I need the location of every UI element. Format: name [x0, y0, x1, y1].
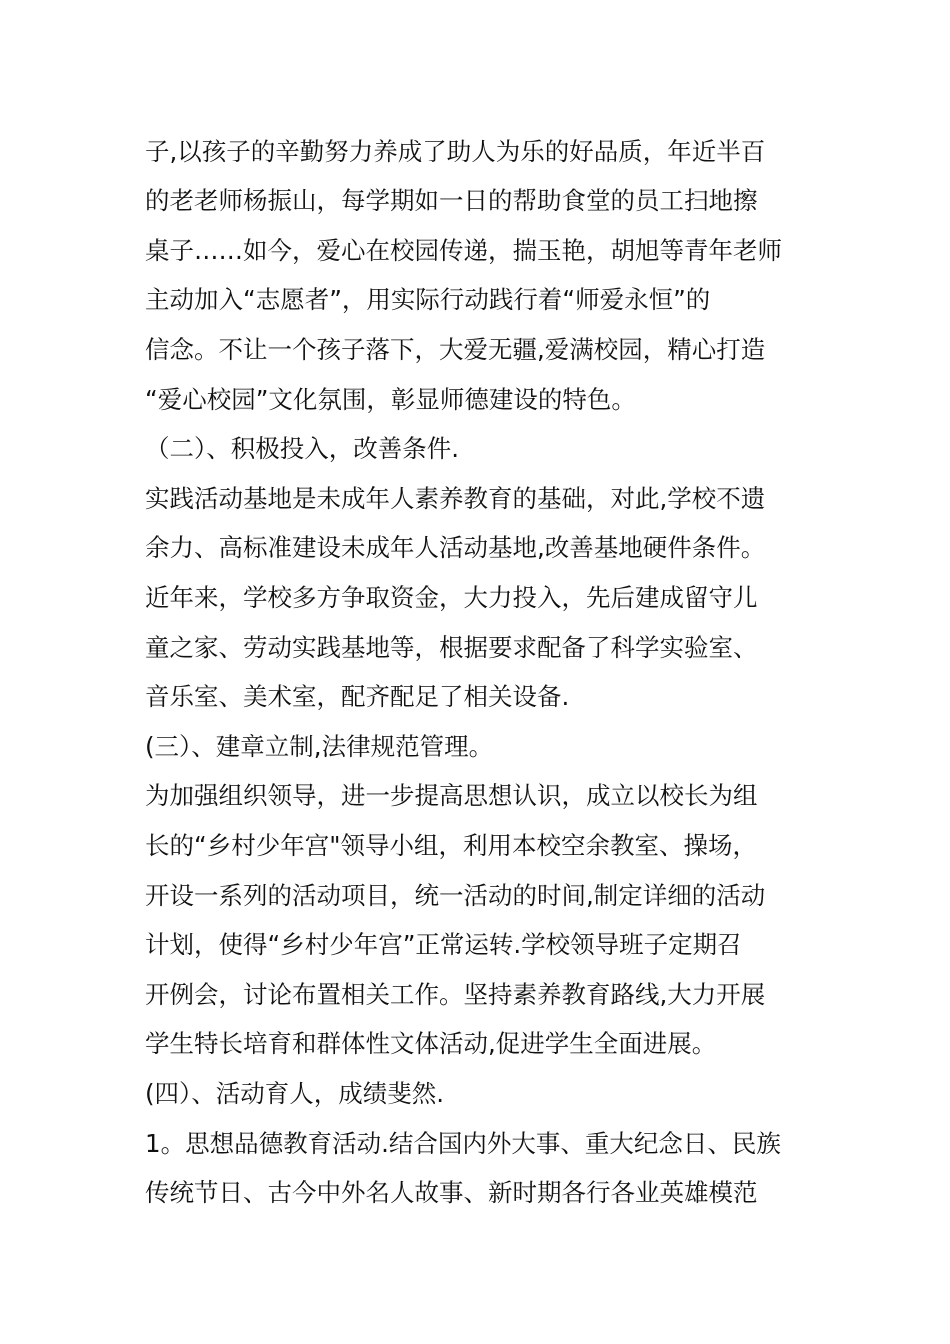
text-line: 桌子……如今，爱心在校园传递，揣玉艳，胡旭等青年老师 [145, 236, 782, 265]
text-line: 主动加入“志愿者”，用实际行动践行着“师爱永恒”的 [145, 285, 711, 314]
text-line: 长的“乡村少年宫"领导小组，利用本校空余教室、操场， [145, 831, 757, 860]
text-line: 童之家、劳动实践基地等，根据要求配备了科学实验室、 [145, 633, 758, 662]
text-line: 开例会，讨论布置相关工作。坚持素养教育路线,大力开展 [145, 980, 766, 1009]
text-line: 学生特长培育和群体性文体活动,促进学生全面进展。 [145, 1029, 717, 1058]
text-line: “爱心校园”文化氛围，彰显师德建设的特色。 [145, 385, 636, 414]
text-line: 近年来，学校多方争取资金，大力投入，先后建成留守儿 [145, 583, 758, 612]
section-heading: (四）、活动育人，成绩斐然. [145, 1079, 445, 1108]
text-line: 实践活动基地是未成年人素养教育的基础，对此,学校不遗 [145, 484, 766, 513]
text-line: 信念。不让一个孩子落下，大爱无疆,爱满校园，精心打造 [145, 335, 766, 364]
text-line: 计划，使得“乡村少年宫”正常运转.学校领导班子定期召 [145, 930, 742, 959]
text-line: 传统节日、古今中外名人故事、新时期各行各业英雄模范 [145, 1178, 758, 1207]
section-heading: (三）、建章立制,法律规范管理。 [145, 732, 494, 761]
text-line: 子,以孩子的辛勤努力养成了助人为乐的好品质，年近半百 [145, 137, 766, 166]
text-line: 余力、高标准建设未成年人活动基地,改善基地硬件条件。 [145, 533, 766, 562]
text-line: 的老老师杨振山，每学期如一日的帮助食堂的员工扫地擦 [145, 186, 758, 215]
text-line: 音乐室、美术室，配齐配足了相关设备. [145, 682, 570, 711]
text-line: 开设一系列的活动项目，统一活动的时间,制定详细的活动 [145, 881, 766, 910]
section-heading: （二）、积极投入，改善条件. [145, 434, 460, 463]
text-line: 1。思想品德教育活动.结合国内外大事、重大纪念日、民族 [145, 1129, 781, 1158]
text-line: 为加强组织领导，进一步提高思想认识，成立以校长为组 [145, 781, 758, 810]
